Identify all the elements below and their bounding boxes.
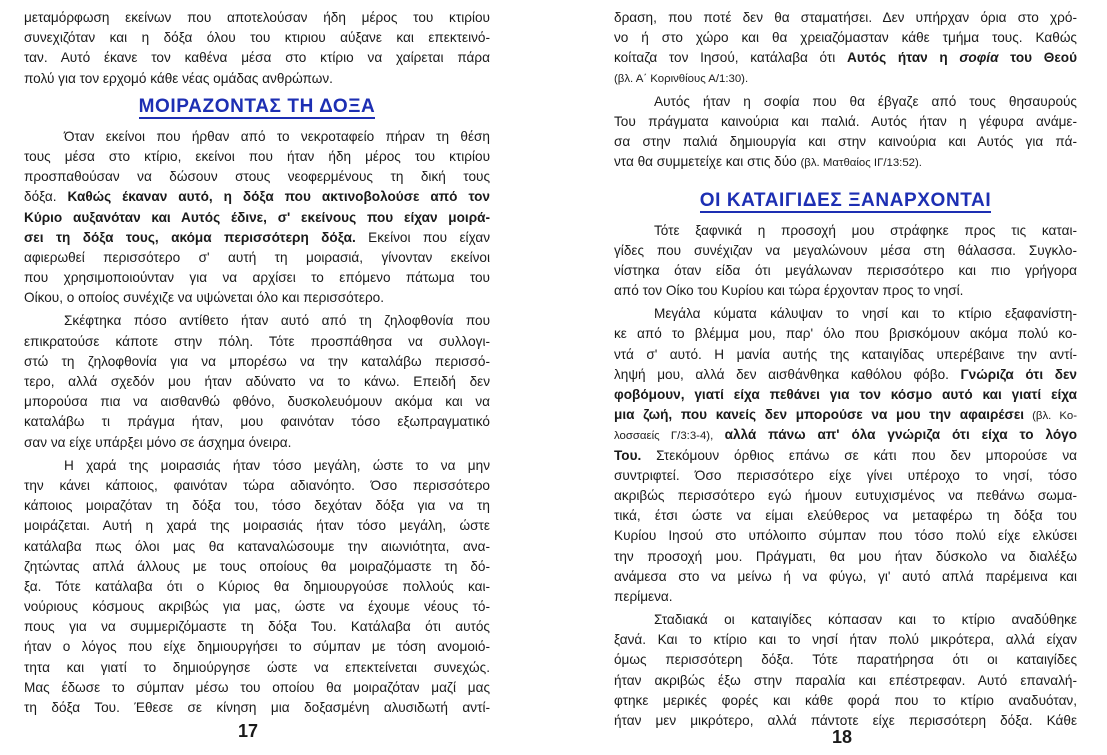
page-number-left: 17 xyxy=(238,721,259,741)
text-line xyxy=(614,385,1077,405)
text-line: αφιερωθεί περισσότερο σ' αυτή τη μοιρασιά, γίνονταν εκείνοι xyxy=(24,249,490,265)
text-line: νίστηκα όταν είδα ότι μεγάλωναν περισσότερο και πιο γρήγορα xyxy=(614,262,1077,278)
text-line: μοιράζεται. Αυτή η χαρά της μοιρασιάς ήταν τόσο μεγάλη, ώστε xyxy=(24,518,490,534)
bold-text-run: Κύριο αυξανόταν και Αυτός έδινε, σ' εκείνους που είχαν μοιρά- xyxy=(24,209,490,225)
bold-text-run: φοβόμουν, γιατί είχα πεθάνει για τον κόσμο αυτό και γιατί είχα xyxy=(614,387,1077,402)
text-line: τους μέσα στο κτίριο, εκείνοι που ήταν ήδη μέρος του κτιρίου xyxy=(24,148,490,164)
text-line: γίδες που συνέχιζαν να μεγαλώνουν μέσα στη θάλασσα. Συγκλο- xyxy=(614,242,1077,258)
left-intro-paragraph xyxy=(24,8,490,89)
text-line: την προσοχή μου. Πράγματι, θα μου ήταν δύσκολο να διαλέξω xyxy=(614,548,1077,564)
scripture-reference: (βλ. Κο- xyxy=(1024,410,1077,423)
scripture-reference: (βλ. Α΄ Κορινθίους Α/1:30). xyxy=(614,72,749,85)
text-line xyxy=(24,228,490,248)
text-line xyxy=(614,152,1077,172)
text-line: τη δόξα Του. Έθεσε σε κίνηση μια δοξασμένη αλυσιδωτή αντί- xyxy=(24,700,490,715)
text-line: Κυρίου Ιησού στο υπόλοιπο σύμπαν που τόσο πολύ είχε ελκύσει xyxy=(614,528,1077,544)
text-line: κατάλαβα πως όλοι μας θα καταναλώσουμε την αιωνιότητα, ανα- xyxy=(24,538,490,554)
right-paragraph-4 xyxy=(614,304,1077,607)
bold-text-run: αλλά πάνω απ' όλα γνώριζα ότι είχα το λόγο xyxy=(724,427,1077,443)
left-paragraph-2 xyxy=(24,311,490,452)
text-line: δραση, που ποτέ δεν θα σταματήσει. Δεν υπήρχαν όρια στο χρό- xyxy=(614,10,1077,25)
text-line: από τον Οίκο του Κυρίου και τώρα έρχονταν προς το νησί. xyxy=(614,283,964,299)
text-run: ντα θα συμμετείχε και στις δύο xyxy=(614,154,801,170)
bold-text-run: του Θεού xyxy=(998,50,1077,66)
bold-text-run: Καθώς έκαναν αυτό, η δόξα που ακτινοβολούσε από τον xyxy=(67,189,490,205)
bold-text-run: Αυτός ήταν η xyxy=(847,50,960,66)
text-line: Του πράγματα καινούρια και παλιά. Αυτός ήταν η γέφυρα ανάμε- xyxy=(614,113,1077,129)
right-page xyxy=(614,8,1077,731)
right-intro-paragraph xyxy=(614,8,1077,89)
text-line xyxy=(24,187,490,207)
text-line: τικά, έτσι ώστε να είμαι ελεύθερος να μεταφέρω τη δόξα του xyxy=(614,508,1077,524)
bold-text-run: σει τη δόξα τους, ακόμα περισσότερη δόξα. xyxy=(24,229,356,245)
text-line: περίμενα. xyxy=(614,588,673,604)
heading-text: ΜΟΙΡΑΖΟΝΤΑΣ ΤΗ ΔΟΞΑ xyxy=(138,95,376,117)
text-line: ζητώντας απλά άλλους με τους οποίους θα μοιραζόμαστε τη δό- xyxy=(24,558,490,574)
right-paragraph-3 xyxy=(614,221,1077,302)
text-line: νούριους κόσμους ακριβώς για μας, ώστε να έχουμε νέους τό- xyxy=(24,599,490,615)
text-line: Όταν εκείνοι που ήρθαν από το νεκροταφείο πήραν τη θέση xyxy=(64,128,490,144)
text-line: πους για να συμμεριζόμαστε τη δόξα Του. Κατάλαβα ότι αυτός xyxy=(24,619,490,635)
text-line: νο ή στο χώρο και θα χρειαζόμασταν κάθε τμήμα τους. Καθώς xyxy=(614,30,1077,46)
text-line: Μεγάλα κύματα κάλυψαν το νησί και το κτίριο εξαφανίστη- xyxy=(654,306,1077,322)
right-paragraph-5 xyxy=(614,610,1077,731)
bold-italic-text-run: σοφία xyxy=(959,50,999,66)
text-line: ήταν ακριβώς έξω στην παραλία και επέστρεφαν. Αυτό επαναλή- xyxy=(614,672,1077,688)
text-line: όμως περισσότερη δόξα. Τότε παρατήρησα ότι οι καταιγίδες xyxy=(614,652,1077,668)
left-page xyxy=(24,8,490,718)
page-number-right: 18 xyxy=(832,727,853,747)
text-line: μπορούσα πια να αισθανθώ φθόνο, δυσκολευόμουν ακόμα και να xyxy=(24,394,490,410)
bold-text-run: Γνώριζα ότι δεν xyxy=(960,366,1077,382)
text-line: προσπαθούσαν να δώσουν στους νεοφερμένους τη δική τους xyxy=(24,169,490,185)
bold-text-run: μια ζωή, που κανείς δεν μπορούσε να μου την αφαιρέσει xyxy=(614,407,1025,423)
bold-text-run: Του. xyxy=(614,447,642,463)
text-line: συντριφτεί. Όσο περισσότερο είχε γίνει υπέροχο το νησί, τόσο xyxy=(614,467,1077,483)
text-line: σα στην παλιά δημιουργία και στην καινούρια και Αυτός για πά- xyxy=(614,134,1077,150)
text-line: στώ τη ζηλοφθονία για να μπορέσω να την καταλάβω περισσό- xyxy=(24,353,490,369)
text-line: Αυτός ήταν η σοφία που θα έβγαζε από τους θησαυρούς xyxy=(654,93,1077,109)
text-line: μεταμόρφωση εκείνων που αποτελούσαν ήδη μέρος του κτιρίου xyxy=(24,10,490,25)
text-line: ξα. Τότε κατάλαβα ότι ο Κύριος θα δημιουργούσε πολλούς και- xyxy=(24,578,490,594)
section-heading-storms-return xyxy=(614,190,1077,212)
text-line xyxy=(614,48,1077,68)
text-line: ντά σ' αυτό. Η μανία αυτής της καταιγίδας υπερέβαινε την αντί- xyxy=(614,346,1077,362)
text-line: κε από το βλέμμα μου, παρ' όλο που βρισκόμουν ακόμα πολύ κο- xyxy=(614,326,1077,342)
text-line: ξανά. Και το κτίριο και το νησί ήταν πολύ μικρότερα, αλλά είχαν xyxy=(614,632,1077,648)
section-heading-sharing-glory xyxy=(24,96,490,118)
text-line xyxy=(614,405,1077,425)
text-line: Οίκου, ο οποίος συνέχιζε να υψώνεται όλο και περισσότερο. xyxy=(24,290,385,306)
scripture-reference: (βλ. Ματθαίος ΙΓ/13:52). xyxy=(800,157,922,170)
text-line: κάποιος μοιραζόταν τη δόξα του, τόσο δεχόταν δόξα για να τη xyxy=(24,498,490,514)
text-line xyxy=(614,365,1077,385)
text-run: ληψή μου, αλλά δεν αισθάνθηκα καθόλου φόβο. xyxy=(614,366,961,382)
text-line: Μας έδωσε το σύμπαν μέσω του οποίου θα μοιραζόταν μαζί μας xyxy=(24,679,490,695)
text-line: Σκέφτηκα πόσο αντίθετο ήταν αυτό από τη ζηλοφθονία που xyxy=(64,313,490,329)
text-line xyxy=(614,425,1077,445)
text-line xyxy=(614,446,1077,466)
left-paragraph-1 xyxy=(24,127,490,309)
text-line: Η χαρά της μοιρασιάς ήταν τόσο μεγάλη, ώστε το να μην xyxy=(64,457,490,473)
text-line: πολύ για τον ερχομό κάθε νέας ομάδας ανθρώπων. xyxy=(24,70,333,86)
right-paragraph-2 xyxy=(614,92,1077,173)
text-line: που χρησιμοποιούνταν για να αρχίσει το επόμενο πάτωμα του xyxy=(24,270,490,286)
text-run: Εκείνοι που είχαν xyxy=(355,229,490,245)
heading-text: ΟΙ ΚΑΤΑΙΓΙΔΕΣ ΞΑΝΑΡΧΟΝΤΑΙ xyxy=(699,189,992,211)
text-line: ταν. Αυτό έκανε τον καθένα μέσα στο κτίριο να χαίρεται πάρα xyxy=(24,50,490,66)
text-line: ήταν ο λόγος που είχε δημιουργήσει το σύμπαν με τόση ανομοιό- xyxy=(24,639,490,655)
text-line: Σταδιακά οι καταιγίδες κόπασαν και το κτίριο αναδύθηκε xyxy=(654,612,1077,628)
text-run: δόξα. xyxy=(24,189,68,205)
text-line xyxy=(24,208,490,228)
text-line: σαν να είχε υπάρξει μόνο σε άσχημα όνειρα. xyxy=(24,434,292,450)
text-line: τητα και γιατί το δημιούργησε ώστε να επεκτείνεται συνεχώς. xyxy=(24,659,490,675)
scripture-reference: λοσσαείς Γ/3:3-4), xyxy=(614,430,725,443)
text-line: επικρατούσε κάποτε στην πόλη. Τότε προσπάθησα να συλλογι- xyxy=(24,333,490,349)
text-run: κοίταζα τον Ιησού, κατάλαβα ότι xyxy=(614,50,847,66)
text-line: συνεχιζόταν και η δόξα όλου του κτιριου αύξανε και επεκτεινό- xyxy=(24,30,490,46)
text-line: ήταν μεν μικρότερο, αλλά πάντοτε είχε περισσότερη δόξα. Κάθε xyxy=(614,713,1077,728)
text-line: Τότε ξαφνικά η προσοχή μου στράφηκε προς τις καται- xyxy=(654,222,1077,238)
left-paragraph-3 xyxy=(24,456,490,718)
text-line: καταλάβω τι πράγμα ήταν, μου φαινόταν τόσο εξωπραγματικό xyxy=(24,414,490,430)
text-line: τερο, αλλά σχεδόν μου ήταν αδύνατο να το κάνω. Επειδή δεν xyxy=(24,374,490,389)
text-line: ανάμεσα στο να μείνω ή να φύγω, γι' αυτό απλά παρέμεινα και xyxy=(614,568,1077,584)
text-line: ακριβώς περισσότερο εγώ ήμουν ευτυχισμένος να πεθάνω σωμα- xyxy=(614,487,1077,503)
text-line: φτηκε μερικές φορές και κάθε φορά που το κτίριο αναδυόταν, xyxy=(614,692,1077,708)
text-line: την κάνει κάποιος, φαινόταν τώρα αδιανόητο. Όσο περισσότερο xyxy=(24,477,490,493)
text-run: Στεκόμουν όρθιος επάνω σε κάτι που δεν μπορούσε να xyxy=(641,447,1077,463)
